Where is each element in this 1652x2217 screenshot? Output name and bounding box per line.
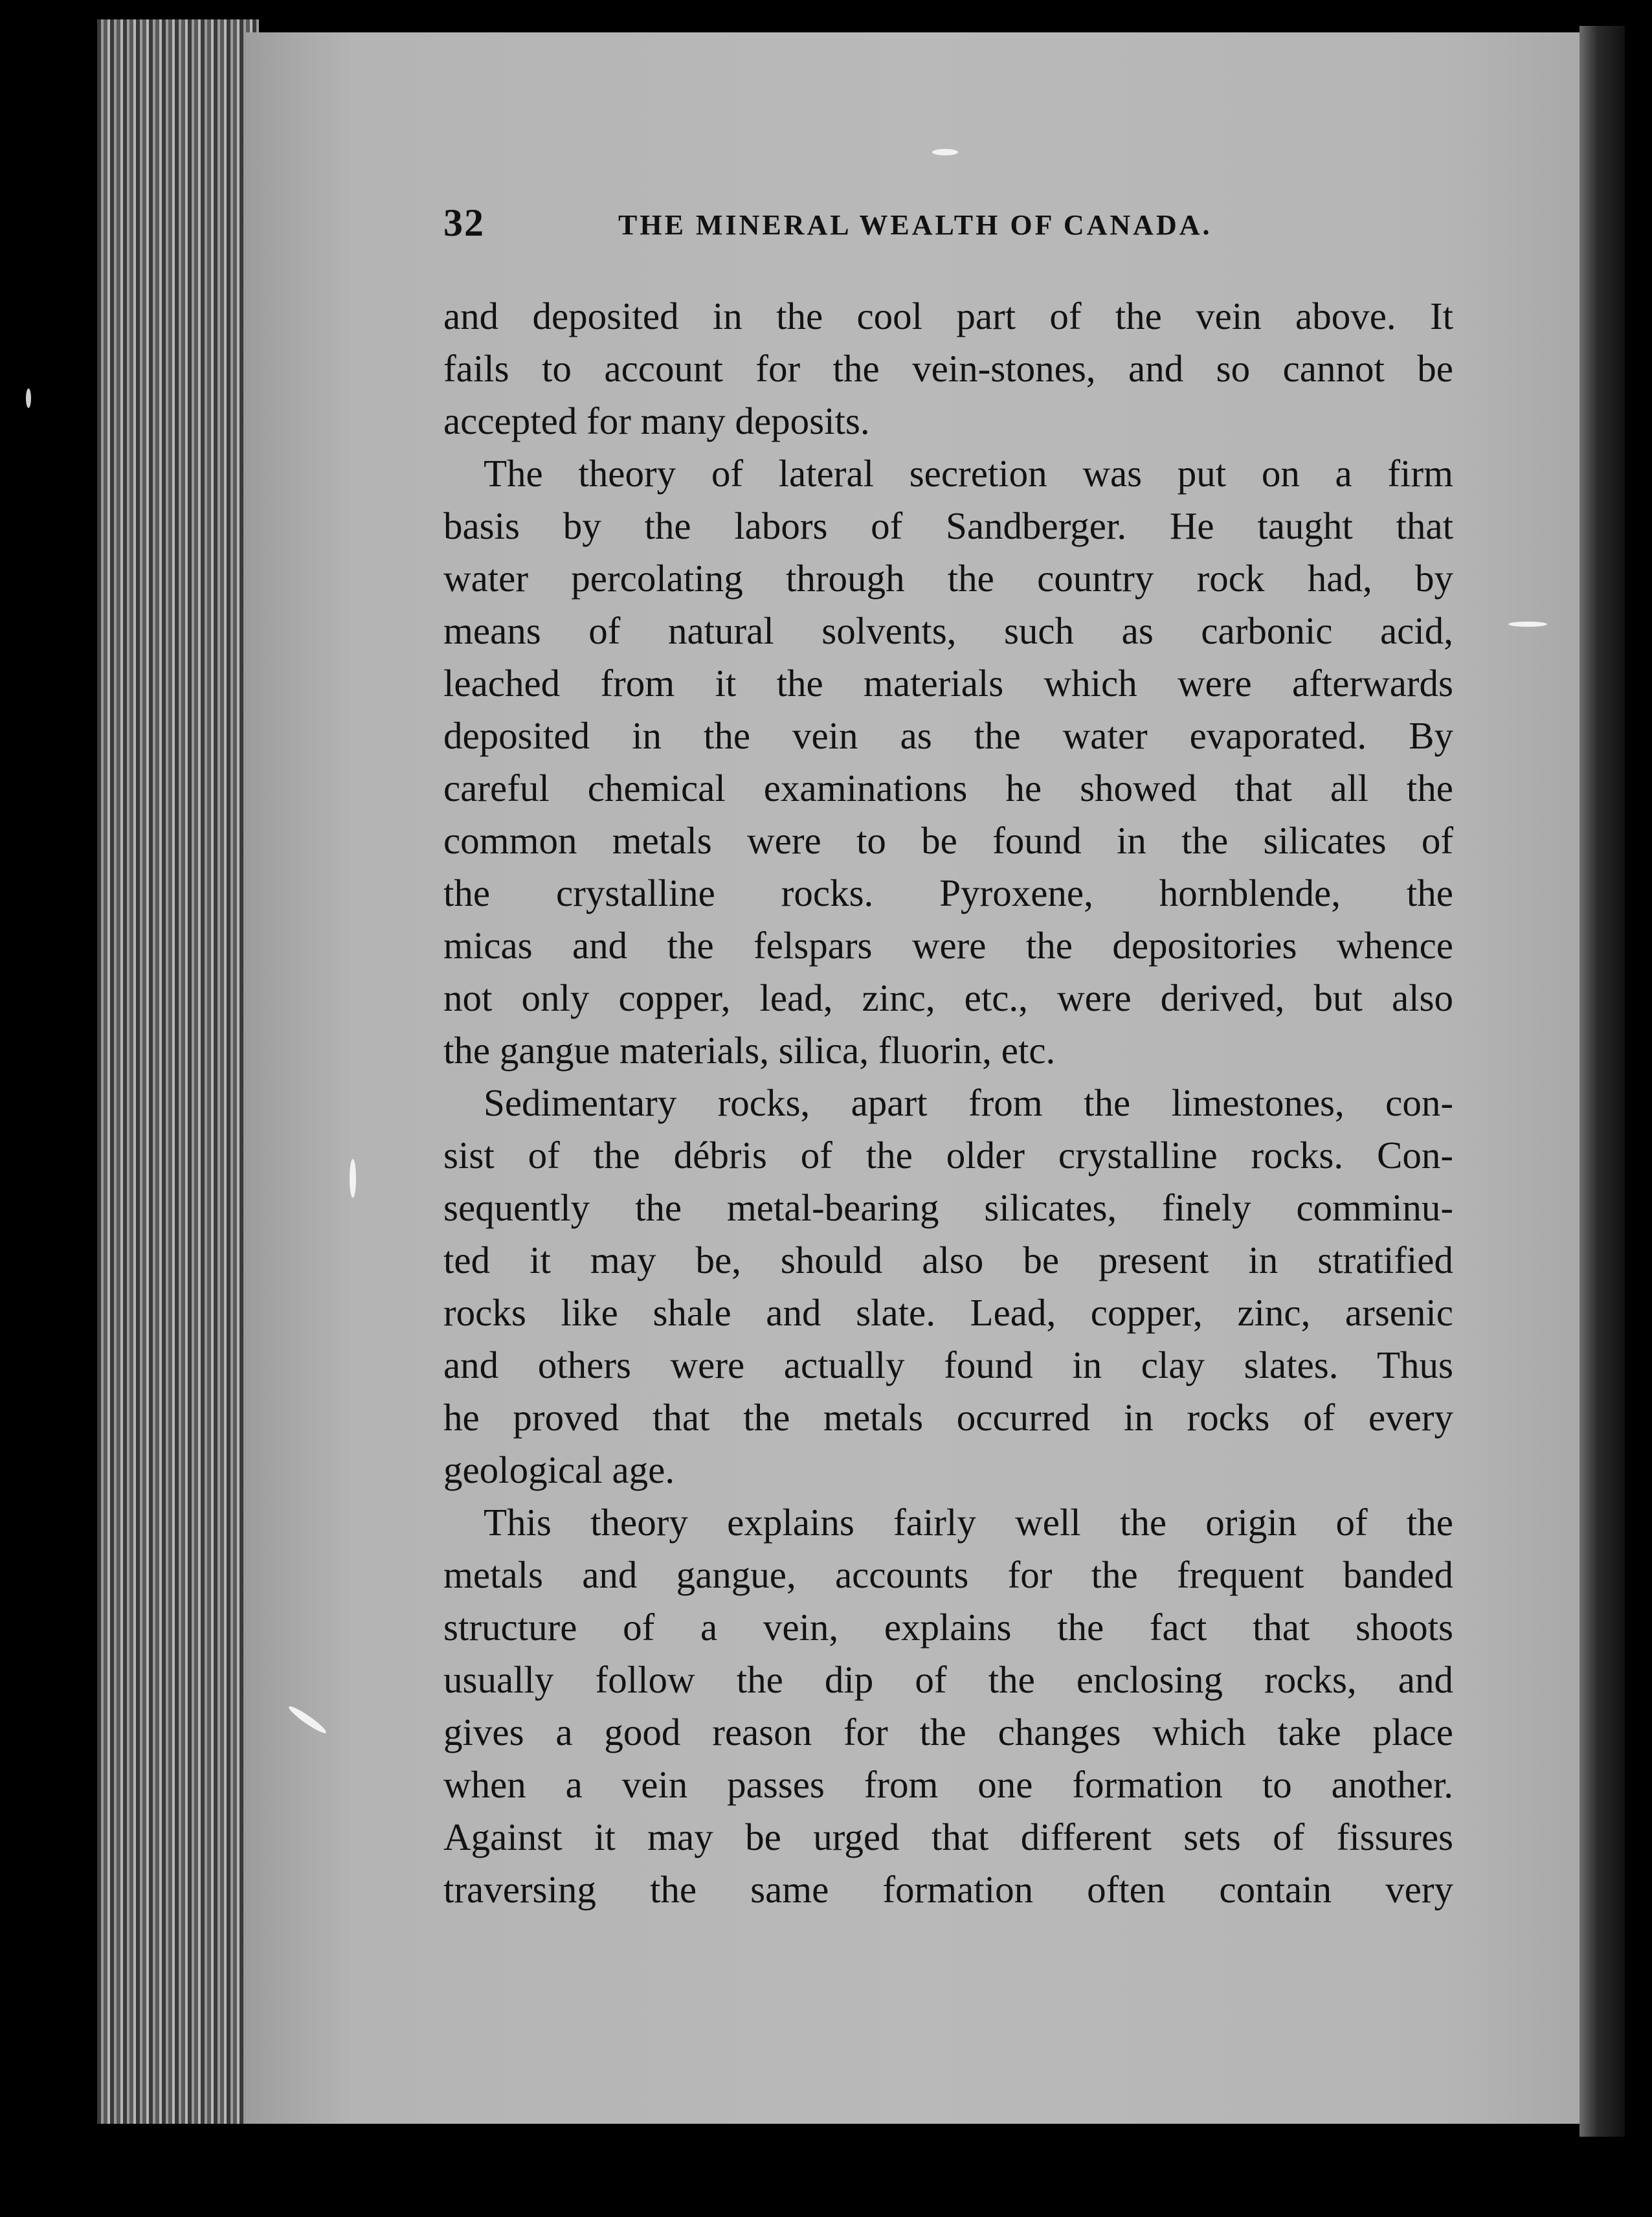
text-line: ted it may be, should also be present in stratified <box>443 1239 1453 1281</box>
paragraph-start-line: The theory of lateral secretion was put on a firm <box>484 452 1453 495</box>
scan-speck <box>932 149 958 155</box>
text-line: basis by the labors of Sandberger. He taught that <box>443 504 1453 547</box>
text-line: common metals were to be found in the silicates of <box>443 819 1453 862</box>
text-line: and deposited in the cool part of the vein above. It <box>443 295 1453 337</box>
text-line: and others were actually found in clay slates. Thus <box>443 1344 1453 1386</box>
text-line: fails to account for the vein-stones, and so cannot be <box>443 347 1453 390</box>
page-number: 32 <box>443 201 485 244</box>
book-gutter-shadow <box>1579 26 1625 2137</box>
text-line: rocks like shale and slate. Lead, copper, zinc, arsenic <box>443 1291 1453 1334</box>
running-head <box>443 201 1311 259</box>
text-line: sist of the débris of the older crystalline rocks. Con- <box>443 1134 1453 1176</box>
body-text <box>443 290 1453 1916</box>
text-line: water percolating through the country rock had, by <box>443 557 1453 600</box>
text-line: usually follow the dip of the enclosing rocks, and <box>443 1658 1453 1701</box>
text-line: the gangue materials, silica, fluorin, etc. <box>443 1029 1056 1072</box>
text-line: the crystalline rocks. Pyroxene, hornblende, the <box>443 872 1453 914</box>
text-line: when a vein passes from one formation to another. <box>443 1763 1453 1806</box>
text-line: sequently the metal-bearing silicates, finely comminu- <box>443 1186 1453 1229</box>
text-line: he proved that the metals occurred in rocks of every <box>443 1396 1453 1439</box>
running-head-title: THE MINERAL WEALTH OF CANADA. <box>618 209 1212 241</box>
text-line: means of natural solvents, such as carbonic acid, <box>443 609 1453 652</box>
text-line: gives a good reason for the changes which take place <box>443 1711 1453 1753</box>
text-line: metals and gangue, accounts for the frequent banded <box>443 1553 1453 1596</box>
text-line: structure of a vein, explains the fact that shoots <box>443 1606 1453 1649</box>
scan-speck <box>1508 622 1547 627</box>
text-line: accepted for many deposits. <box>443 400 870 442</box>
text-line: deposited in the vein as the water evaporated. By <box>443 714 1453 757</box>
text-line: micas and the felspars were the depositories whence <box>443 924 1453 967</box>
text-line: leached from it the materials which were afterwards <box>443 662 1453 704</box>
scan-speck <box>26 388 31 408</box>
text-line: geological age. <box>443 1448 675 1491</box>
text-line: careful chemical examinations he showed that all the <box>443 767 1453 809</box>
book-page-edges <box>97 19 259 2124</box>
text-line: traversing the same formation often contain very <box>443 1868 1453 1911</box>
text-line: Against it may be urged that different sets of fissures <box>443 1816 1453 1858</box>
text-line: not only copper, lead, zinc, etc., were derived, but also <box>443 976 1453 1019</box>
paragraph-start-line: Sedimentary rocks, apart from the limestones, con- <box>484 1081 1453 1124</box>
scan-speck <box>350 1159 356 1198</box>
paragraph-start-line: This theory explains fairly well the origin of the <box>484 1501 1453 1544</box>
